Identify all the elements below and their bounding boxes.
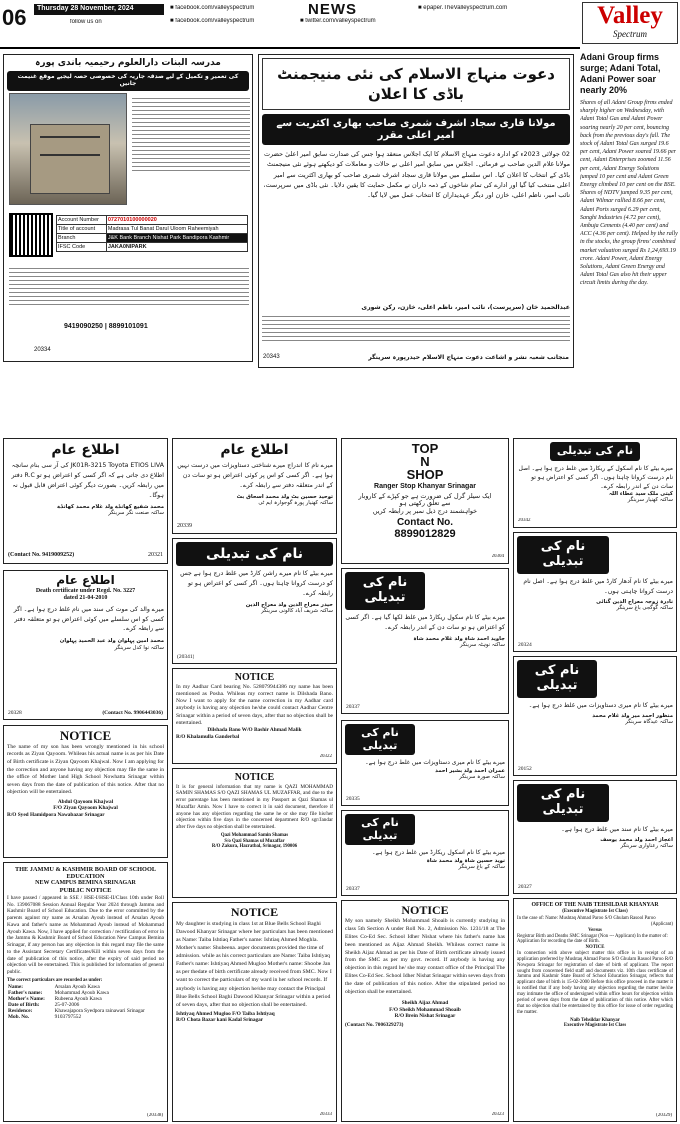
ad-code: 20334 bbox=[34, 347, 51, 353]
madrasa-text bbox=[132, 95, 250, 210]
field-value: Arsalan Ayoub Kawa bbox=[54, 983, 100, 990]
twitter-link[interactable]: ■ twitter.com/valleyspectrum bbox=[300, 18, 376, 24]
dawat-body: 02 جولائی 2023ء کو ادارہ دعوت منہاج الاسلام کا ایک اجلاس منعقد ہوا جس کی صدارت سابق امیر اعلیٰ حضرت مولانا غلام الدین صاحب نے فرمائی۔ اجلاس میں سابق امیر اعلی نے حالات و معاملات کو دیکھتے ہوئے نئی منیجمنٹ باڈی کے انتخاب کا اعلان کیا۔ اس سلسلے میں مولانا قاری سجاد اشرف شمری صاحب کو بھاری اکثریت سے امیر اعلی منتخب کیا گیا اور ادارے کی تمام شاخوں کے ذمہ داران نے مکمل حمایت کا یقین دلایا۔ نئی باڈی میں سرپرست، نائب امیر، ناظم اعلی، خازن اور دیگر عہدیداران کا انتخاب عمل میں لایا گیا۔ bbox=[263, 150, 570, 199]
ad-code: 20343 bbox=[263, 354, 280, 361]
notice-passport: NOTICE It is for general information that my name is QAZI MOHAMMAD SAMIN SHAMAS S/O QAZI SHAMAS UL MUZAFFAR, and due to the error parentage has been mentioned in my Passport as Qazi Shamas ul Muzaffar Amin. Now I have to correct it in said document, therefore if anyone has any objection regarding the same he or she may file his/her objection within five days in the concerned department R/O sgr/Jandar after five days no objection shall be entertained. Qazi Mohammad Samin Shamas S/o Qazi Shamas ul Muzaffar R/O Zakura, Hazratbal, Srinagar, 190006 bbox=[172, 768, 337, 898]
name-change-6: نام کی تبدیلی میرے بیٹے کا نام میری دستاویزات میں غلط درج ہوا ہے۔ عمران احمد ولد بشیر احمد ساکنہ صورہ سرینگر 20335 bbox=[341, 720, 509, 806]
page-header bbox=[0, 0, 680, 48]
logo-top: Valley bbox=[597, 2, 663, 29]
section-title: NEWS bbox=[308, 1, 357, 18]
death-certificate-notice: اطلاع عام Death certificate under Regd. No. 3227 dated 21-04-2010 میرے والد کی موت کی سند میں نام غلط درج ہوا ہے۔ اگر کسی کو اس سلسلے میں کوئی اعتراض ہو تو متعلقہ دفتر سے رابطہ کرے۔ محمد امین پہلوان ولد عبد الحمید پہلوان ساکنہ نوا کدل سرینگر 20328 (Contact No. 9906443036) bbox=[3, 570, 168, 720]
notice-elites: NOTICE My son namely Sheikh Mohammad Shoaib is currently studying in class 5th Section A under Roll No. 2, Admission No. 1231/18 at The Elites Co-Ed Sec. School Idher Nishat where his father's name has been mentioned as Aijaz Ahmad Sheikh. Whileas correct name is Sheikh Aijaz Ahmad as per his Date of Birth certificate already issued from the SMC as per my govt. record. If anybody is having any objection in this regard he/ she may contact office of the Principal The Elites Co-Ed Sec. School Idher Nishat Srinagar within seven days from the date of publication of this notice. After the stipulated period no objection shall be entertained. Sheikh Aijaz Ahmad F/O Sheikh Mohammad Shoaib R/O Brein Nishat Srinagar (Contact No. 7006329273) 20323 bbox=[341, 900, 509, 1122]
field-label: Date of Birth: bbox=[8, 1002, 40, 1008]
dawat-headline: دعوت منہاج الاسلام کی نئی منیجمنٹ باڈی کا اعلان bbox=[262, 58, 570, 110]
table-row bbox=[7, 1014, 164, 1020]
name-change-8: نام کی تبدیلی میرے بیٹے کا نام سند میں غلط درج ہوا ہے۔ اعجاز احمد ولد محمد یوسف ساکنہ رعناواری سرینگر 20327 bbox=[513, 780, 677, 894]
field-value: 25-07-2006 bbox=[54, 1002, 80, 1008]
logo bbox=[582, 2, 678, 44]
table-row bbox=[7, 1008, 164, 1014]
dawat-subhead: مولانا قاری سجاد اشرف شمری صاحب بھاری اکثریت سے امیر اعلی مقرر bbox=[262, 114, 570, 145]
shop-phone: 8899012829 bbox=[394, 528, 456, 541]
dawat-members: عبدالحمید خان (سرپرست)، نائب امیر، ناظم اعلی، خازن، رکن شوری bbox=[361, 304, 570, 311]
name-change-2: نام کی تبدیلی میرے بیٹے کا نام میرے راشن کارڈ میں غلط درج ہوا ہے جس کو درست کروانا چاہتا ہوں۔ اگر کسی کو اعتراض ہو تو رابطہ کرے۔ حیدر معراج الدین ولد معراج الدین ساکنہ شریف آباد کالونی سرینگر (20341) bbox=[172, 538, 337, 664]
logo-bottom: Spectrum bbox=[613, 29, 647, 39]
tehsildar-notice: OFFICE OF THE NAIB TEHSILDAR KHANYAR (Executive Magistrate Ist Class) In the case of: Name: Mushtaq Ahmad Paroo S/O Ghulam Rasool Paroo (Applicant) Versus Registrar Birth and Deaths SMC Srinagar (Non --- Applicant) In the matter of: Application for recording the date of Birth. NOTICE In connection with above subject matter this office is in receipt of an application preferred by Mushtaq Ahmad Paroo S/O Ghulam Rasool Paroo R/O Nowpora Srinagar for registration of date of birth of applicant. The report sought from concerned field staff and documents viz. 10th class certificate of Jammu and Kashmir State Board of School Education Srinagar, reflects that applicant date of birth is 15-02-2000 Before this office proceed in the matter it is notified that if any body having any objection regarding the matter he/she may intimate the office of undersigned within office hours for objection within period of seven days from the date of publication of this notice. After which that no objection shall be entertained by this office for issue of order regarding the matter. Naib Tehsildar Khanyar Executive Magistrate Ist Class (20329) bbox=[513, 898, 677, 1122]
header-date: Thursday 28 November, 2024 bbox=[34, 4, 164, 15]
field-value: 9103797552 bbox=[54, 1014, 82, 1021]
twitter-icon: ■ bbox=[300, 18, 306, 24]
name-change-5: نام کی تبدیلی میرے بیٹے کا نام میری دستاویزات میں غلط درج ہوا ہے۔ منظور احمد میر ولد غلام محمد ساکنہ عیدگاہ سرینگر 20152 bbox=[513, 656, 677, 776]
jkbose-particulars bbox=[7, 984, 164, 1020]
madrasa-phones: 9419090250 | 8899101091 bbox=[64, 323, 148, 330]
name-change-1: نام کی تبدیلی میرے بیٹے کا نام اسکول کے ریکارڈ میں غلط درج ہوا ہے۔ اصل نام درست کروانا چاہتا ہوں۔ اگر کسی کو اعتراض ہو تو سات دن کے اندر رابطہ کرے۔ کیتی ملک سید عطاء اللہ ساکنہ کھنیار سرینگر 20342 bbox=[513, 438, 677, 528]
notice-bluebells: NOTICE My daughter is studying in class 1st at Blue Bells School Baghi Dawood Khanyar Srinagar where her particulars has been mentioned as Name: Taiba Ishtiaq Father's name: Ishtiaq Ahmed Moghla. Mother's name: Shubeena. asper documents provided the time of admission. while as his correct particulars are Name: Taiba Ishtiyaq Father's name: Ishtiyaq Ahmed Mugloo Mother's name: Shoobe Jan as per thedate of birth certificate already received from SMC. Now I want to correct the particulars of my ward in her school records. If anybody is having any objection he/she may contact the Principal Blue Bells School Baghi Dawood Khanyar Srinagar within a period of seven days, after that no objection shall be entertained. Ishtiyaq Ahmed Mugloo F/O Taiba Ishtiyaq R/O Chota Bazar kani Kadal Srinagar 20333 bbox=[172, 902, 337, 1122]
field-label: Father's name: bbox=[8, 989, 43, 996]
field-label: Mother's Name: bbox=[8, 995, 45, 1002]
qr-code bbox=[9, 213, 53, 257]
facebook-link-2[interactable]: ■ facebook.com/valleyspectrum bbox=[170, 18, 255, 24]
name-change-3: نام کی تبدیلی میرے بیٹے کا نام سکول ریکارڈ میں غلط لکھا گیا ہے۔ اگر کسی کو اعتراض ہو تو سات دن کے اندر رابطہ کرے۔ جاوید احمد شاہ ولد غلام محمد شاہ ساکنہ نوہٹہ سرینگر 20337 bbox=[341, 568, 509, 714]
name-change-7: نام کی تبدیلی میرے بیٹے کا نام اسکول ریکارڈ میں غلط درج ہوا ہے۔ نوید حسین شاہ ولد محمد شاہ ساکنہ کے باغ سرینگر 20337 bbox=[341, 810, 509, 896]
madrasa-photo bbox=[9, 93, 127, 205]
notice-khajwal: NOTICE The name of my son has been wrongly mentioned in his school records as Ziyan Qayoom. Whileas his actual name is as per his Date of Birth certificate is Ziyan Qayoom Khajwal. Now I am applying for the correction and anyone having any objection may file the same in the office of Mother land High School Nowhatta Srinagar within seven days from the date of publication of this notice. After that no objection will be entertained. Abdul Qayoom Khajwal F/O Ziyan Qayoom Khajwal R/O Syed Hamidpora Nawabazar Srinagar bbox=[3, 725, 168, 858]
adani-body: Shares of all Adani Group firms ended sharply higher on Wednesday, with Adani Total Gas and Adani Power soaring nearly 20 per cent, bouncing back from the previous day's fall. The stock of Adani Total Gas surged 19.6 per cent, Adani Power soared 19.66 per cent, Adani Enterprises zoomed 11.56 per cent, Adani Energy Solutions jumped 10 per cent and Adani Green Energy climbed 10 per cent on the BSE. Shares of NDTV jumped 9.35 per cent, Adani Wilmar rallied 8.66 per cent, Adani Ports surged 6.29 per cent, Sanghi Industries (4.72 per cent), Ambuja Cements (4.40 per cent) and ACC (4.36 per cent). Helped by the rally in the stocks, the group firms' combined market valuation surged Rs 1,24,693.19 crore. Adani Power, Adani Energy Solutions, Adani Green Energy and Adani Total Gas also hit their upper circuit limits during the day. bbox=[580, 100, 678, 287]
name-change-4: نام کی تبدیلی میرے بیٹے کا نام آدھار کارڈ میں غلط درج ہوا ہے۔ اصل نام درست کروانا چاہتی ہوں۔ نادرہ زوجہ معراج الدین گنائی ساکنہ گوگجی باغ سرینگر 20324 bbox=[513, 532, 677, 652]
madrasa-banner: کی تعمیر و تکمیل کے لیے صدقہ جاریہ کی خصوصی حصہ لیجیے موقع غنیمت جانیں bbox=[7, 71, 249, 91]
public-notice-2: اطلاع عام میرے نام کا اندراج میرے شناختی دستاویزات میں درست نہیں ہوا ہے۔ اگر کسی کو اس پر کوئی اعتراض ہو تو سات دن کے اندر متعلقہ دفتر سے رابطہ کرے۔ توحید حسین بٹ ولد محمد اسحاق بٹ ساکنہ کھنیار پورہ گوجوارہ ایم ٹی 20339 bbox=[172, 438, 337, 534]
madrasa-ad bbox=[3, 54, 253, 362]
bank-details: Account Number 0727010100000020 Title of account Madrasa Tul Banat Darul Uloom Raheemiyah Branch J&K Bank Branch Nishat Park Bandipora Kashmir IFSC Code JAKA0NIPARK bbox=[56, 215, 248, 252]
field-value: Rubeena Ayoub Kawa bbox=[54, 995, 102, 1002]
notice-aadhar: NOTICE In my Aadhar Card bearing No. 528079944386 my name has been mentioned as Posha. Whileas my correct name is Dilshada Bano. Now I want to apply for the name correction in my Aadhar card anybody is having any objection he/she could contact Aadhar Centre Srinagar within a period of seven days, after that no objection shall be entertained. Dilshada Bano W/O Bashir Ahmad Malik R/O Khalamulla Ganderbal 20322 bbox=[172, 668, 337, 764]
facebook-icon: ■ bbox=[170, 5, 176, 11]
field-value: Mohammad Ayoub Kawa bbox=[54, 989, 109, 996]
epaper-link[interactable]: ■ epaper.TheValleyspectrum.com bbox=[418, 5, 508, 11]
field-label: Name: bbox=[8, 983, 24, 990]
facebook-link[interactable]: ■ facebook.com/valleyspectrum bbox=[170, 5, 255, 11]
facebook-icon: ■ bbox=[170, 18, 176, 24]
madrasa-title: مدرسہ البنات دارالعلوم رحیمیہ باندی پورہ bbox=[35, 58, 221, 68]
page-number: 06 bbox=[2, 5, 27, 30]
shop-ad: TOP N SHOP Ranger Stop Khanyar Srinagar ایک سیلز گرل کی ضرورت ہے جو کپڑے کے کاروبار سے تعلق رکھتی ہو خواہشمند درج ذیل نمبر پر رابطہ کریں Contact No. 8899012829 20304 bbox=[341, 438, 509, 564]
adani-article bbox=[580, 52, 678, 432]
public-notice-1: اطلاع عام JK01R-3215 Toyota ETIOS LIVA کی آر سی بنام سانچہ اطلاع دی جاتی ہے کہ اگر کسی کو اعتراض ہو تو R.C دفتر میں رابطہ کریں۔ بصورت دیگر کوئی اعتراض قابل قبول نہ ہوگا۔ محمد شفیع کھانڈے ولد غلام محمد کھانڈے ساکنہ صنعت نگر سرینگر (Contact No. 9419009252) 20321 bbox=[3, 438, 168, 564]
adani-headline: Adani Group firms surge; Adani Total, Adani Power soar nearly 20% bbox=[580, 52, 661, 95]
dawat-footer: منجانب شعبہ نشر و اشاعت دعوت منہاج الاسلام حیدرپورہ سرینگر bbox=[368, 353, 569, 361]
jkbose-notice: THE JAMMU & KASHMIR BOARD OF SCHOOL EDUCATION NEW CAMPUS BEMINA SRINAGAR PUBLIC NOTICE I have passed / appeared in SSE / HSE-I/HSE-II/Class 10th under Roll No. 139067088 Session Annual Regular Year 2024 through Jammu and Kashmir Board of School Education. Due to the error committed by the parents against my name as Arsalan Ayoub instead of Arsalan Ayoub Kawa and father's name as Mohammad Ayoub instead of Mohammad Ayoub Kawa. Now, I have applied for correction / rectification of error in the Jammu & Kashmir Board of School Education New Campus Bemina Srinagar, if any person has any objection in this regard may file the same to the Assistant Secretary Certificates/Kill within seven days from the date of publication of this notice, after the expiry of said period no objection will be entertained. This is published for information of general public. The correct particulars are recorded as under: Name: Arsalan Ayoub Kawa Father's name: Mohammad Ayoub Kawa Mother's Name: Rubeena Ayoub Kawa Date of Birth: 25-07-2006 Residence: Khawajapora Syedpora rainawari Srinagar Mob. No. 9103797552 (20338) bbox=[3, 862, 168, 1122]
dawat-article bbox=[258, 54, 574, 368]
field-value: Khawajapora Syedpora rainawari Srinagar bbox=[54, 1008, 145, 1015]
field-label: Residence: bbox=[8, 1008, 33, 1015]
field-label: Mob. No. bbox=[8, 1014, 30, 1021]
epaper-icon: ■ bbox=[418, 5, 424, 11]
follow-label: follow us on bbox=[70, 19, 102, 25]
